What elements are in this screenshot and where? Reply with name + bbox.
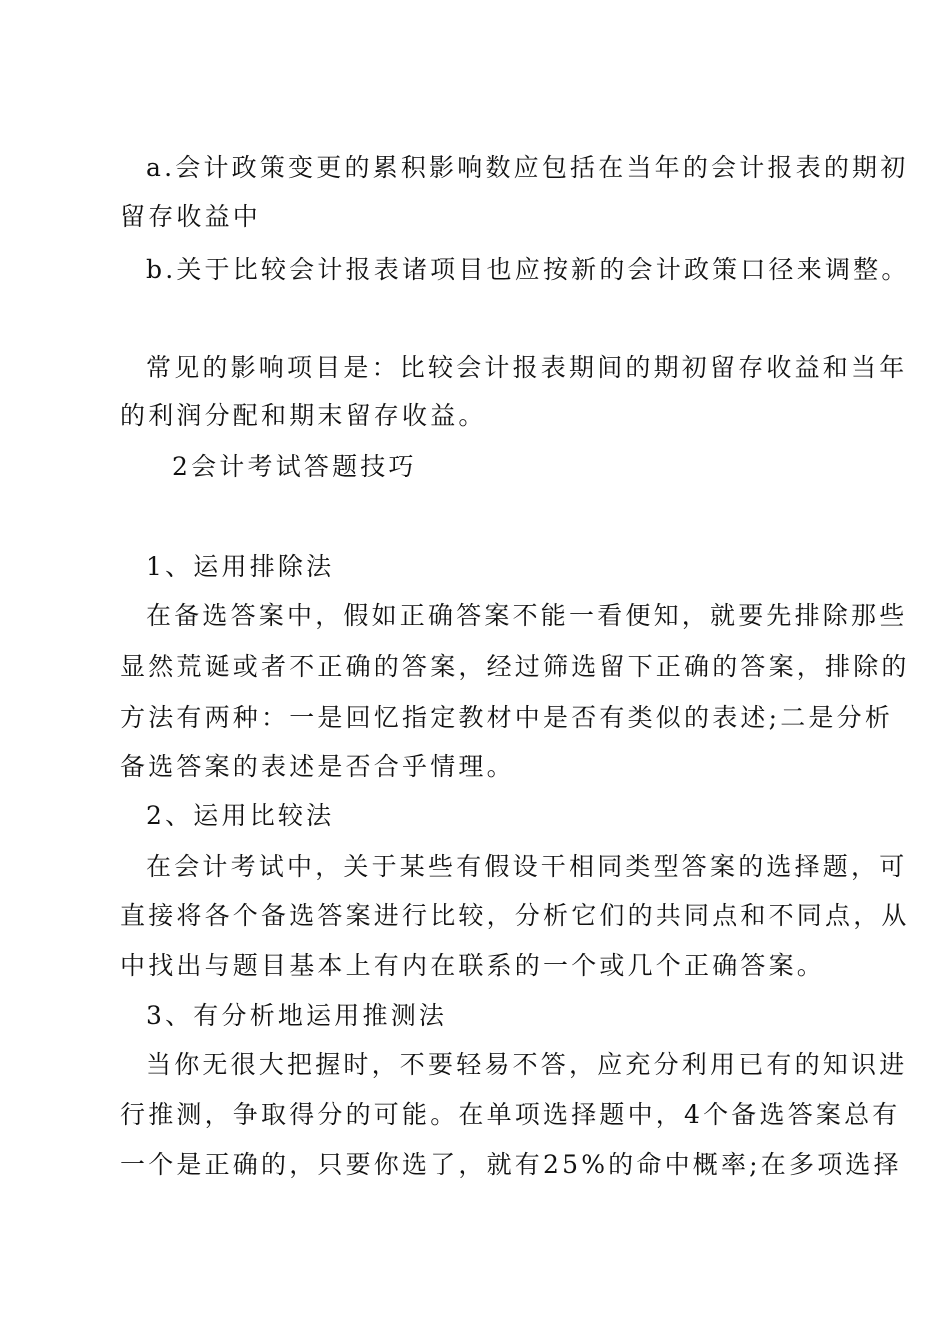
- paragraph-line: 显然荒诞或者不正确的答案，经过筛选留下正确的答案，排除的: [120, 652, 910, 681]
- paragraph-line: a.会计政策变更的累积影响数应包括在当年的会计报表的期初: [146, 153, 909, 182]
- paragraph-line: 行推测，争取得分的可能。在单项选择题中，4个备选答案总有: [120, 1100, 901, 1129]
- section-heading: 2会计考试答题技巧: [172, 452, 417, 481]
- paragraph-line: 直接将各个备选答案进行比较，分析它们的共同点和不同点，从: [120, 901, 910, 930]
- paragraph-line: 常见的影响项目是：比较会计报表期间的期初留存收益和当年: [146, 353, 908, 382]
- paragraph-line: 方法有两种：一是回忆指定教材中是否有类似的表述;二是分析: [120, 703, 894, 732]
- subheading: 3、有分析地运用推测法: [146, 1001, 448, 1030]
- subheading: 1、运用排除法: [146, 552, 335, 581]
- paragraph-line: 中找出与题目基本上有内在联系的一个或几个正确答案。: [120, 951, 826, 980]
- paragraph-line: 的利润分配和期末留存收益。: [120, 401, 487, 430]
- paragraph-line: 当你无很大把握时，不要轻易不答，应充分利用已有的知识进: [146, 1050, 908, 1079]
- paragraph-line: 留存收益中: [120, 202, 262, 231]
- paragraph-line: 一个是正确的，只要你选了，就有25%的命中概率;在多项选择: [120, 1150, 902, 1179]
- paragraph-line: 在备选答案中，假如正确答案不能一看便知，就要先排除那些: [146, 601, 908, 630]
- paragraph-line: b.关于比较会计报表诸项目也应按新的会计政策口径来调整。: [146, 255, 910, 284]
- paragraph-line: 在会计考试中，关于某些有假设干相同类型答案的选择题，可: [146, 852, 908, 881]
- subheading: 2、运用比较法: [146, 801, 335, 830]
- paragraph-line: 备选答案的表述是否合乎情理。: [120, 752, 515, 781]
